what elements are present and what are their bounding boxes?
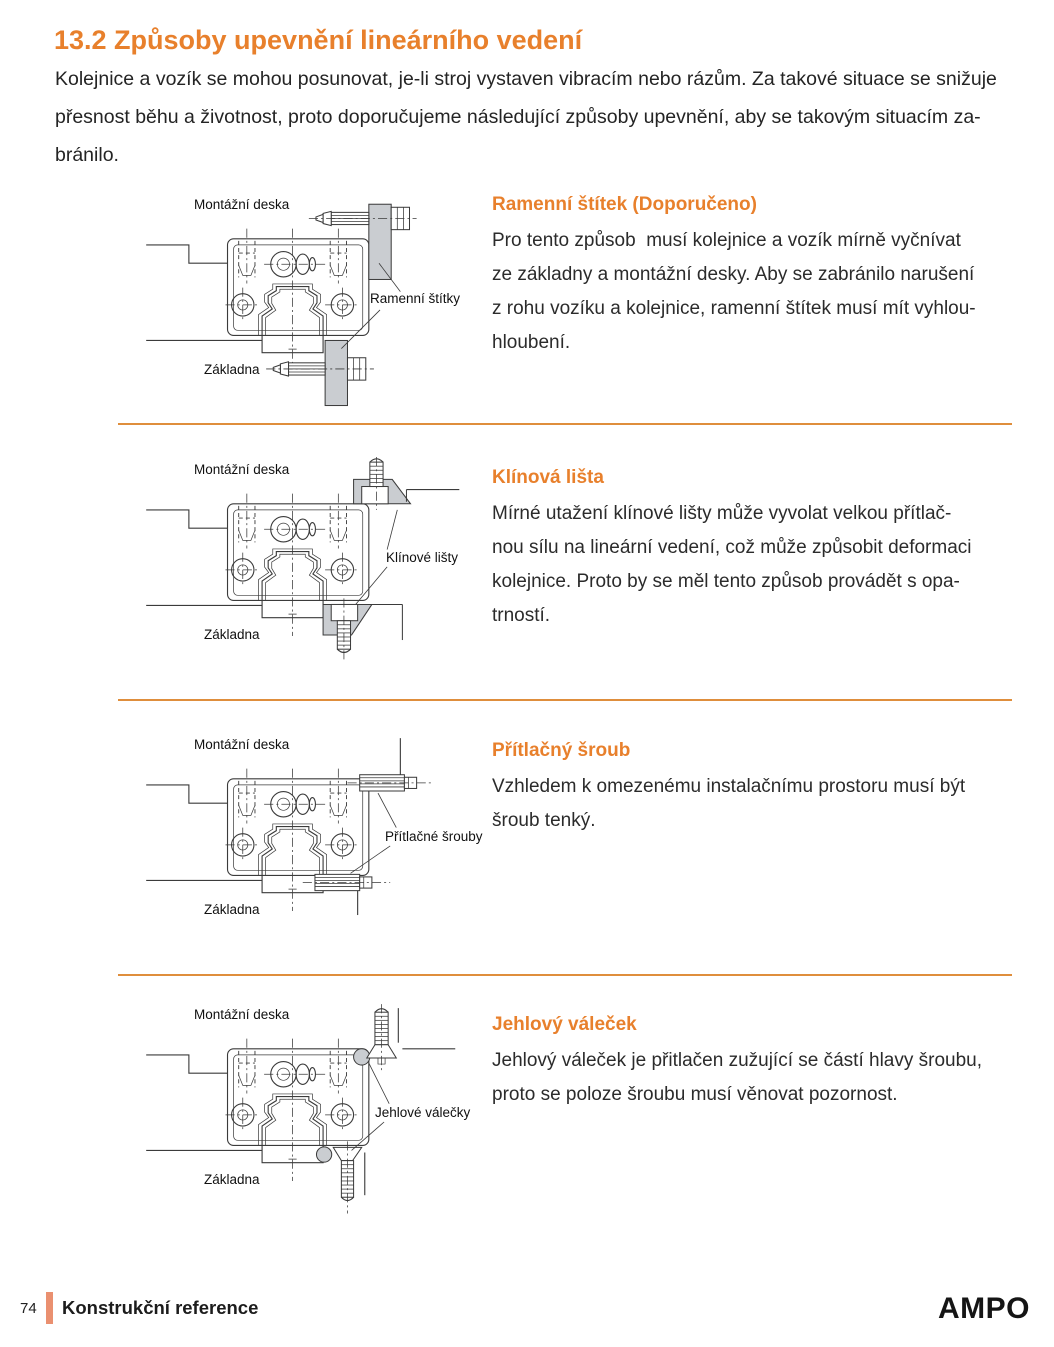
section-shoulder-plate bbox=[0, 190, 1054, 442]
footer-accent-bar bbox=[46, 1292, 53, 1324]
section-body-line: Jehlový váleček je přitlačen zužující se částí hlavy šroubu, bbox=[492, 1050, 983, 1071]
diagram-label-base: Základna bbox=[204, 362, 260, 377]
section-body-line: kolejnice. Proto by se měl tento způsob provádět s opa- bbox=[492, 571, 960, 592]
section-body-line: hloubení. bbox=[492, 332, 571, 353]
linear-guide-drawing bbox=[140, 190, 496, 434]
section-title: Klínová lišta bbox=[492, 467, 604, 488]
footer-section-label: Konstrukční reference bbox=[62, 1297, 259, 1318]
diagram-label-clamp: Ramenní štítky bbox=[370, 291, 461, 306]
diagram-label-base: Základna bbox=[204, 902, 260, 917]
intro-line: Kolejnice a vozík se mohou posunovat, je-li stroj vystaven vibracím nebo rázům. Za takové situace se snižuje bbox=[55, 68, 997, 90]
page-title: 13.2 Způsoby upevnění lineárního vedení bbox=[54, 25, 583, 55]
diagram-shoulder-plate bbox=[140, 190, 496, 436]
diagram-label-base: Základna bbox=[204, 1172, 260, 1187]
section-body-line: ze základny a montážní desky. Aby se zabránilo narušení bbox=[492, 264, 975, 285]
diagram-label-mounting-plate: Montážní deska bbox=[194, 737, 290, 752]
section-divider bbox=[118, 699, 1012, 701]
section-text bbox=[492, 465, 1032, 633]
section-text bbox=[492, 738, 1032, 838]
section-title: Ramenní štítek (Doporučeno) bbox=[492, 194, 757, 215]
diagram-wedge-strip bbox=[140, 455, 496, 701]
section-set-screw bbox=[0, 730, 1054, 982]
diagram-label-mounting-plate: Montážní deska bbox=[194, 462, 290, 477]
section-body-line: nou sílu na lineární vedení, což může způsobit deformaci bbox=[492, 537, 972, 558]
section-body-line: Vzhledem k omezenému instalačnímu prostoru musí být bbox=[492, 776, 966, 797]
section-text bbox=[492, 1012, 1032, 1112]
brand-logo: AMPO bbox=[938, 1292, 1030, 1325]
section-body-line: proto se poloze šroubu musí věnovat pozornost. bbox=[492, 1084, 898, 1105]
linear-guide-drawing bbox=[140, 455, 496, 699]
intro-line: přesnost běhu a životnost, proto doporučujeme následující způsoby upevnění, aby se takovým situacím za- bbox=[55, 106, 981, 128]
diagram-label-mounting-plate: Montážní deska bbox=[194, 197, 290, 212]
section-body-line: trností. bbox=[492, 605, 551, 626]
section-body-line: šroub tenký. bbox=[492, 810, 596, 831]
section-title: Jehlový váleček bbox=[492, 1014, 637, 1035]
intro-line: bránilo. bbox=[55, 144, 119, 166]
linear-guide-drawing bbox=[140, 1000, 496, 1244]
diagram-label-clamp: Jehlové válečky bbox=[375, 1105, 471, 1120]
diagram-label-clamp: Přítlačné šrouby bbox=[385, 829, 483, 844]
intro-paragraph bbox=[55, 60, 997, 174]
section-wedge-strip bbox=[0, 455, 1054, 707]
diagram-set-screw bbox=[140, 730, 496, 976]
section-title: Přítlačný šroub bbox=[492, 740, 631, 761]
section-divider bbox=[118, 974, 1012, 976]
page-number: 74 bbox=[20, 1300, 37, 1317]
section-body-line: z rohu vozíku a kolejnice, ramenní štítek musí mít vyhlou- bbox=[492, 298, 976, 319]
section-needle-roller bbox=[0, 1000, 1054, 1252]
diagram-label-base: Základna bbox=[204, 627, 260, 642]
diagram-label-mounting-plate: Montážní deska bbox=[194, 1007, 290, 1022]
section-divider bbox=[118, 423, 1012, 425]
section-body-line: Pro tento způsob musí kolejnice a vozík mírně vyčnívat bbox=[492, 230, 961, 251]
linear-guide-drawing bbox=[140, 730, 496, 974]
section-body-line: Mírné utažení klínové lišty může vyvolat velkou přítlač- bbox=[492, 503, 952, 524]
diagram-needle-roller bbox=[140, 1000, 496, 1246]
diagram-label-clamp: Klínové lišty bbox=[386, 550, 459, 565]
section-text bbox=[492, 192, 1032, 360]
